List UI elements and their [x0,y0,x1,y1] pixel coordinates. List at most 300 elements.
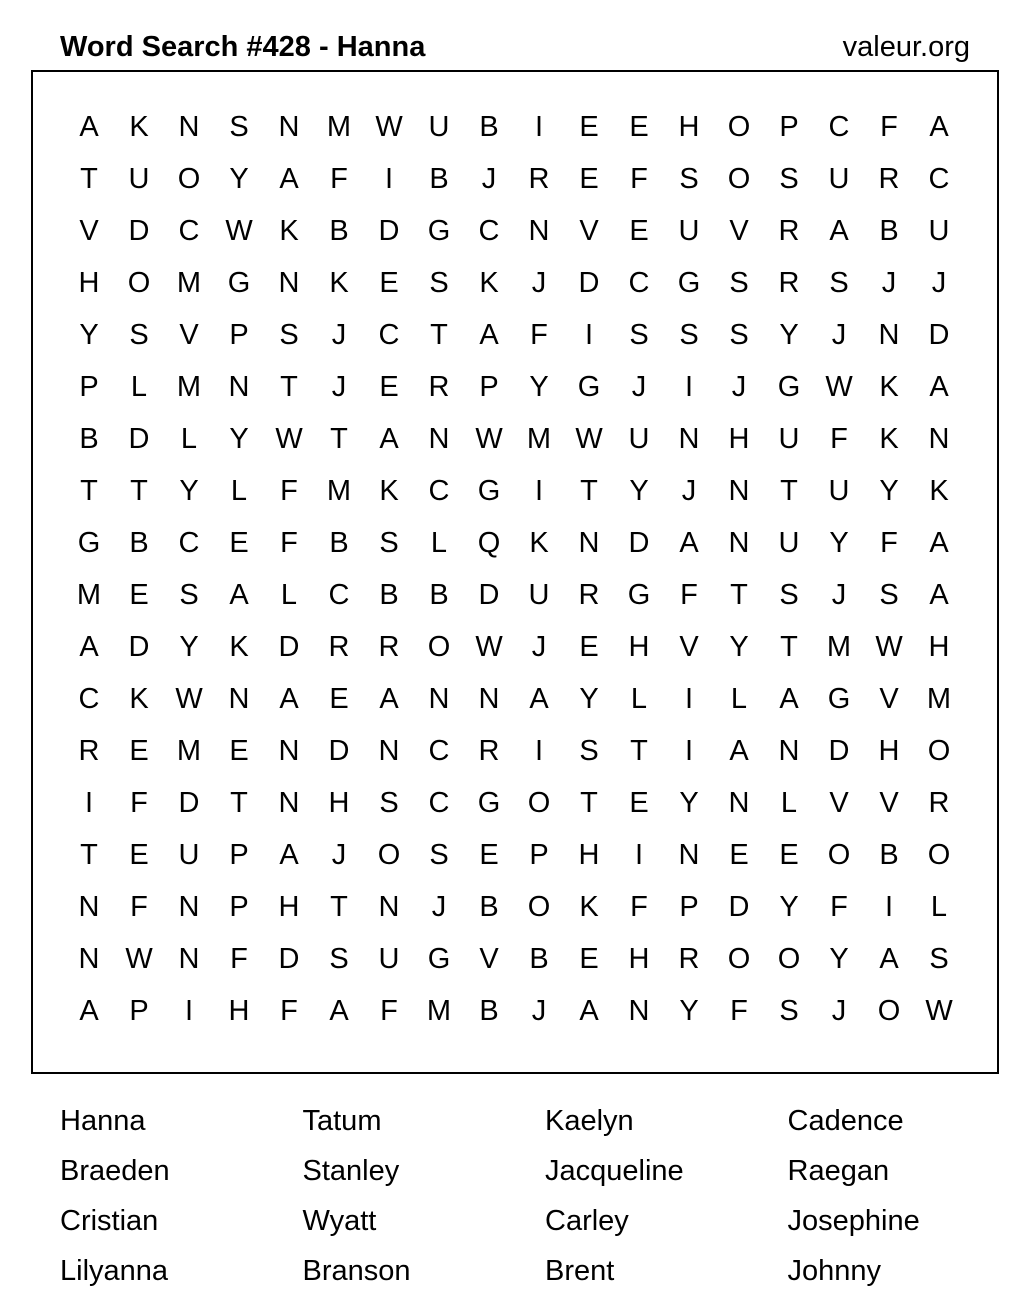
grid-letter: P [479,371,499,403]
grid-letter: C [178,527,200,559]
grid-letter: C [328,579,350,611]
grid-letter: H [878,735,900,767]
grid-letter: B [379,579,399,611]
grid-letter: A [229,579,249,611]
puzzle-title: Word Search #428 - Hanna [60,31,426,63]
grid-letter: I [84,787,94,819]
grid-letter: A [79,995,99,1027]
grid-letter: Y [229,163,249,195]
grid-letter: N [778,735,800,767]
word-list-item: Josephine [787,1205,920,1237]
grid-letter: C [828,111,850,143]
grid-letter: T [780,631,798,663]
grid-letter: I [534,475,544,507]
grid-letter: R [328,631,350,663]
word-list-item: Jacqueline [545,1155,684,1187]
word-list-item: Branson [302,1255,411,1287]
grid-letter: Y [679,995,699,1027]
grid-letter: H [328,787,350,819]
grid-letter: R [478,735,500,767]
grid-letter: O [877,995,901,1027]
grid-letter: Y [629,475,649,507]
grid-letter: F [680,579,698,611]
grid-letter: U [828,475,850,507]
grid-letter: J [531,267,547,299]
grid-letter: F [830,423,848,455]
grid-letter: E [629,215,649,247]
grid-letter: T [330,423,348,455]
grid-letter: V [79,215,99,247]
grid-letter: L [180,423,198,455]
grid-letter: M [176,371,202,403]
grid-letter: J [431,891,447,923]
grid-letter: L [630,683,648,715]
grid-letter: I [534,111,544,143]
grid-letter: N [728,787,750,819]
grid-letter: C [428,475,450,507]
grid-letter: K [229,631,249,663]
grid-letter: S [129,319,149,351]
grid-letter: S [729,267,749,299]
grid-letter: F [130,787,148,819]
grid-letter: S [379,787,399,819]
grid-letter: N [178,943,200,975]
grid-letter: D [828,735,850,767]
grid-letter: I [684,683,694,715]
grid-letter: D [128,631,150,663]
grid-letter: L [230,475,248,507]
grid-letter: Y [179,475,199,507]
grid-letter: L [130,371,148,403]
grid-letter: H [678,111,700,143]
grid-letter: M [176,735,202,767]
grid-letter: S [779,579,799,611]
grid-letter: T [80,475,98,507]
grid-letter: F [880,111,898,143]
grid-letter: N [178,111,200,143]
grid-letter: N [728,475,750,507]
grid-letter: Y [879,475,899,507]
grid-letter: N [528,215,550,247]
grid-letter: T [80,163,98,195]
grid-letter: J [731,371,747,403]
grid-letter: A [679,527,699,559]
grid-letter: T [330,891,348,923]
word-list [60,1096,1030,1296]
grid-letter: K [129,111,149,143]
grid-letter: P [529,839,549,871]
grid-letter: C [378,319,400,351]
word-list-item: Raegan [787,1155,890,1187]
grid-letter: B [329,527,349,559]
grid-letter: F [630,891,648,923]
word-list-item: Wyatt [302,1205,377,1237]
grid-letter: N [228,683,250,715]
grid-letter: R [378,631,400,663]
grid-letter: J [331,371,347,403]
grid-letter: A [479,319,499,351]
grid-letter: B [329,215,349,247]
grid-letter: S [679,319,699,351]
grid-letter: F [880,527,898,559]
grid-letter: E [229,735,249,767]
grid-letter: E [229,527,249,559]
grid-letter: S [429,267,449,299]
grid-letter: Y [579,683,599,715]
grid-letter: Y [529,371,549,403]
grid-letter: T [630,735,648,767]
grid-letter: A [779,683,799,715]
grid-letter: N [78,943,100,975]
grid-letter: A [929,579,949,611]
grid-letter: R [778,215,800,247]
grid-letter: G [427,215,451,247]
grid-letter: L [280,579,298,611]
grid-letter: F [230,943,248,975]
grid-letter: G [627,579,651,611]
grid-letter: K [479,267,499,299]
grid-letter: P [79,371,99,403]
grid-letter: M [826,631,852,663]
grid-letter: K [929,475,949,507]
word-list-item: Johnny [787,1255,882,1287]
grid-letter: F [130,891,148,923]
grid-letter: R [78,735,100,767]
grid-letter: V [479,943,499,975]
grid-letter: N [478,683,500,715]
grid-letter: E [379,371,399,403]
grid-letter: M [326,475,352,507]
grid-letter: H [278,891,300,923]
grid-letter: S [629,319,649,351]
grid-letter: J [531,631,547,663]
grid-letter: B [479,995,499,1027]
grid-letter: B [479,111,499,143]
grid-letter: Y [829,943,849,975]
grid-letter: D [728,891,750,923]
word-list-item: Tatum [302,1105,382,1137]
grid-letter: W [575,423,603,455]
grid-letter: I [534,735,544,767]
grid-letter: U [628,423,650,455]
grid-letter: I [684,371,694,403]
grid-letter: T [130,475,148,507]
grid-letter: J [881,267,897,299]
grid-letter: T [580,475,598,507]
grid-letter: U [128,163,150,195]
grid-letter: M [326,111,352,143]
grid-letter: G [677,267,701,299]
grid-letter: E [579,163,599,195]
grid-letter: P [229,891,249,923]
grid-letter: N [228,371,250,403]
grid-letter: W [225,215,253,247]
grid-letter: H [728,423,750,455]
grid-letter: Y [79,319,99,351]
grid-letter: F [330,163,348,195]
grid-letter: T [230,787,248,819]
grid-letter: A [879,943,899,975]
word-list-item: Carley [545,1205,629,1237]
grid-letter: B [79,423,99,455]
grid-letter: D [378,215,400,247]
grid-letter: L [430,527,448,559]
grid-letter: U [528,579,550,611]
grid-letter: Y [679,787,699,819]
grid-letter: W [475,631,503,663]
grid-letter: N [428,683,450,715]
grid-letter: N [278,111,300,143]
word-list-item: Stanley [302,1155,400,1187]
grid-letter: U [778,527,800,559]
grid-letter: C [628,267,650,299]
grid-letter: B [129,527,149,559]
grid-letter: W [125,943,153,975]
grid-letter: P [229,839,249,871]
grid-letter: N [878,319,900,351]
grid-letter: R [428,371,450,403]
grid-letter: G [827,683,851,715]
grid-letter: A [529,683,549,715]
grid-letter: D [578,267,600,299]
grid-letter: U [778,423,800,455]
grid-letter: A [379,683,399,715]
word-list-item: Braeden [60,1155,170,1187]
grid-letter: L [730,683,748,715]
grid-letter: P [779,111,799,143]
grid-letter: T [580,787,598,819]
grid-letter: I [884,891,894,923]
grid-letter: O [527,891,551,923]
grid-letter: W [475,423,503,455]
grid-letter: W [875,631,903,663]
grid-letter: K [129,683,149,715]
grid-letter: A [829,215,849,247]
grid-letter: J [331,839,347,871]
grid-letter: G [77,527,101,559]
grid-letter: P [679,891,699,923]
grid-letter: T [80,839,98,871]
grid-letter: E [579,943,599,975]
grid-letter: Y [779,319,799,351]
grid-letter: O [427,631,451,663]
grid-letter: O [827,839,851,871]
grid-letter: I [384,163,394,195]
grid-letter: V [179,319,199,351]
grid-letter: I [184,995,194,1027]
grid-letter: D [628,527,650,559]
word-list-item: Lilyanna [60,1255,169,1287]
letter-grid-frame [31,70,999,1074]
word-list-item: Brent [545,1255,615,1287]
grid-letter: G [477,475,501,507]
grid-letter: A [79,111,99,143]
grid-letter: H [628,943,650,975]
grid-letter: C [928,163,950,195]
grid-letter: K [879,423,899,455]
grid-letter: R [578,579,600,611]
grid-letter: O [777,943,801,975]
grid-letter: O [927,839,951,871]
grid-letter: R [878,163,900,195]
grid-letter: O [177,163,201,195]
grid-letter: A [279,839,299,871]
grid-letter: S [729,319,749,351]
grid-letter: B [879,215,899,247]
grid-letter: N [378,735,400,767]
grid-letter: N [278,787,300,819]
grid-letter: A [929,111,949,143]
grid-letter: F [280,475,298,507]
grid-letter: S [329,943,349,975]
grid-letter: S [679,163,699,195]
grid-letter: S [429,839,449,871]
grid-letter: R [528,163,550,195]
grid-letter: B [479,891,499,923]
site-name: valeur.org [842,31,970,63]
grid-letter: H [628,631,650,663]
grid-letter: J [531,995,547,1027]
grid-letter: G [477,787,501,819]
grid-letter: E [579,111,599,143]
grid-letter: N [78,891,100,923]
grid-letter: B [879,839,899,871]
grid-letter: R [928,787,950,819]
grid-letter: I [634,839,644,871]
grid-letter: G [227,267,251,299]
letter-grid [64,101,964,1037]
grid-letter: S [279,319,299,351]
grid-letter: K [279,215,299,247]
grid-letter: Y [829,527,849,559]
grid-letter: F [530,319,548,351]
grid-letter: D [478,579,500,611]
grid-letter: M [76,579,102,611]
grid-letter: J [831,319,847,351]
grid-letter: N [178,891,200,923]
grid-letter: O [527,787,551,819]
grid-letter: G [577,371,601,403]
grid-letter: O [727,111,751,143]
grid-letter: U [928,215,950,247]
grid-letter: C [78,683,100,715]
grid-letter: B [529,943,549,975]
grid-letter: V [579,215,599,247]
grid-letter: W [375,111,403,143]
grid-letter: D [128,215,150,247]
grid-letter: T [780,475,798,507]
grid-letter: D [278,631,300,663]
grid-letter: Y [729,631,749,663]
grid-letter: N [378,891,400,923]
grid-letter: A [579,995,599,1027]
grid-letter: A [929,371,949,403]
grid-letter: M [526,423,552,455]
grid-letter: J [631,371,647,403]
grid-letter: S [179,579,199,611]
grid-letter: I [684,735,694,767]
grid-letter: D [928,319,950,351]
word-list-item: Cristian [60,1205,159,1237]
grid-letter: J [331,319,347,351]
grid-letter: A [279,163,299,195]
grid-letter: C [178,215,200,247]
grid-letter: O [727,943,751,975]
grid-letter: S [579,735,599,767]
grid-letter: C [428,735,450,767]
grid-letter: A [329,995,349,1027]
grid-letter: S [829,267,849,299]
grid-letter: J [681,475,697,507]
grid-letter: E [329,683,349,715]
grid-letter: F [280,527,298,559]
grid-letter: S [779,995,799,1027]
grid-letter: N [428,423,450,455]
grid-letter: W [825,371,853,403]
grid-letter: O [377,839,401,871]
grid-letter: V [829,787,849,819]
grid-letter: C [478,215,500,247]
grid-letter: I [584,319,594,351]
grid-letter: A [79,631,99,663]
grid-letter: E [629,787,649,819]
grid-letter: N [578,527,600,559]
grid-letter: H [928,631,950,663]
grid-letter: U [428,111,450,143]
grid-letter: J [931,267,947,299]
word-list-item: Hanna [60,1105,146,1137]
grid-letter: D [278,943,300,975]
grid-letter: F [280,995,298,1027]
grid-letter: H [78,267,100,299]
grid-letter: J [831,579,847,611]
grid-letter: N [928,423,950,455]
word-list-item: Kaelyn [545,1105,634,1137]
grid-letter: E [129,839,149,871]
grid-letter: W [175,683,203,715]
grid-letter: K [379,475,399,507]
grid-letter: S [929,943,949,975]
grid-letter: V [879,683,899,715]
grid-letter: F [830,891,848,923]
grid-letter: M [176,267,202,299]
grid-letter: E [779,839,799,871]
grid-letter: O [927,735,951,767]
grid-letter: K [879,371,899,403]
grid-letter: E [629,111,649,143]
grid-letter: V [729,215,749,247]
grid-letter: H [578,839,600,871]
grid-letter: T [730,579,748,611]
grid-letter: W [275,423,303,455]
grid-letter: S [229,111,249,143]
grid-letter: M [426,995,452,1027]
word-list-item: Cadence [787,1105,904,1137]
grid-letter: K [529,527,549,559]
grid-letter: P [229,319,249,351]
grid-letter: L [780,787,798,819]
grid-letter: A [379,423,399,455]
grid-letter: Y [779,891,799,923]
grid-letter: N [628,995,650,1027]
grid-letter: S [379,527,399,559]
grid-letter: K [579,891,599,923]
grid-letter: Q [477,527,501,559]
grid-letter: F [380,995,398,1027]
grid-letter: E [479,839,499,871]
grid-letter: O [727,163,751,195]
grid-letter: T [280,371,298,403]
